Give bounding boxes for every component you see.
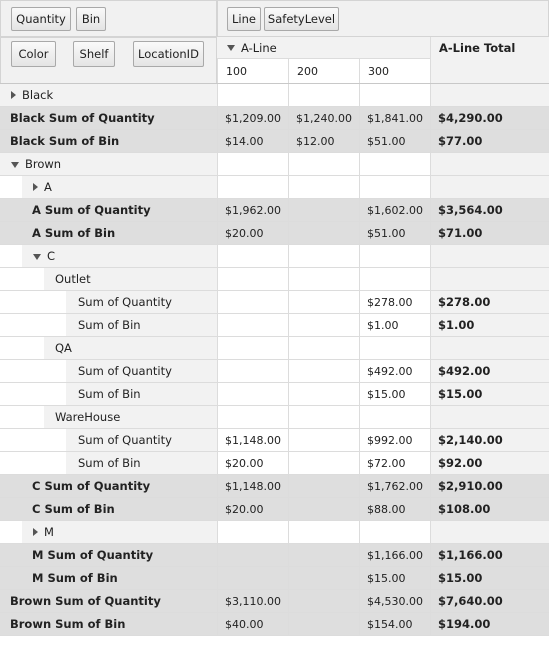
cell-total [430, 406, 549, 428]
cell-200 [288, 153, 359, 175]
cell-200 [288, 360, 359, 382]
row-label: Brown Sum of Quantity [10, 594, 161, 608]
cell-200 [288, 406, 359, 428]
cell-300: $15.00 [359, 567, 430, 589]
row-label: A [44, 180, 52, 194]
cell-300: $4,530.00 [359, 590, 430, 612]
column-group-header[interactable] [217, 37, 430, 59]
field-chip-line[interactable]: Line [227, 7, 261, 31]
cell-300: $1.00 [359, 314, 430, 336]
row-label: M [44, 525, 54, 539]
table-row [0, 245, 549, 268]
cell-300 [359, 406, 430, 428]
cell-100: $1,148.00 [217, 429, 288, 451]
row-label: C Sum of Quantity [32, 479, 151, 493]
cell-200 [288, 452, 359, 474]
expand-right-icon[interactable] [11, 91, 16, 99]
row-header [22, 475, 217, 497]
cell-total [430, 176, 549, 198]
cell-total [430, 153, 549, 175]
cell-100: $1,209.00 [217, 107, 288, 129]
cell-100 [217, 268, 288, 290]
cell-100 [217, 153, 288, 175]
cell-total [430, 84, 549, 106]
cell-100: $1,148.00 [217, 475, 288, 497]
cell-200 [288, 590, 359, 612]
row-header [0, 613, 217, 635]
cell-200 [288, 291, 359, 313]
row-label: Sum of Bin [78, 387, 141, 401]
cell-300 [359, 337, 430, 359]
row-header [22, 567, 217, 589]
cell-200 [288, 498, 359, 520]
table-row [0, 360, 549, 383]
cell-100 [217, 314, 288, 336]
cell-total: $2,140.00 [430, 429, 549, 451]
table-row [0, 613, 549, 636]
row-header [0, 590, 217, 612]
cell-300: $1,166.00 [359, 544, 430, 566]
table-row [0, 222, 549, 245]
cell-100 [217, 360, 288, 382]
cell-total: $71.00 [430, 222, 549, 244]
row-label: Brown [25, 157, 62, 171]
row-label: Sum of Quantity [78, 364, 172, 378]
table-row [0, 153, 549, 176]
cell-total: $3,564.00 [430, 199, 549, 221]
table-row [0, 406, 549, 429]
field-chip-shelf[interactable]: Shelf [73, 41, 115, 67]
cell-total [430, 521, 549, 543]
cell-300: $15.00 [359, 383, 430, 405]
table-row [0, 452, 549, 475]
cell-total: $278.00 [430, 291, 549, 313]
cell-200: $12.00 [288, 130, 359, 152]
row-header[interactable] [22, 521, 217, 543]
table-row [0, 567, 549, 590]
cell-total: $194.00 [430, 613, 549, 635]
cell-200 [288, 245, 359, 267]
row-header [66, 360, 217, 382]
cell-100: $40.00 [217, 613, 288, 635]
cell-200 [288, 429, 359, 451]
cell-total [430, 268, 549, 290]
cell-total [430, 245, 549, 267]
cell-100 [217, 176, 288, 198]
cell-200 [288, 84, 359, 106]
cell-100: $3,110.00 [217, 590, 288, 612]
row-header [22, 544, 217, 566]
table-row [0, 429, 549, 452]
cell-100 [217, 406, 288, 428]
row-header[interactable] [44, 337, 217, 359]
cell-total: $1.00 [430, 314, 549, 336]
cell-300 [359, 268, 430, 290]
field-chip-color[interactable]: Color [11, 41, 56, 67]
cell-100: $20.00 [217, 498, 288, 520]
cell-100 [217, 84, 288, 106]
cell-200 [288, 199, 359, 221]
cell-total [430, 337, 549, 359]
field-chip-locationid[interactable]: LocationID [133, 41, 204, 67]
row-header [66, 429, 217, 451]
row-header[interactable] [0, 153, 217, 175]
row-label: C Sum of Bin [32, 502, 115, 516]
field-chip-safetylevel[interactable]: SafetyLevel [264, 7, 339, 31]
table-row [0, 176, 549, 199]
cell-200 [288, 544, 359, 566]
cell-300: $1,762.00 [359, 475, 430, 497]
row-label: Sum of Quantity [78, 433, 172, 447]
cell-200 [288, 176, 359, 198]
cell-300 [359, 521, 430, 543]
cell-total: $108.00 [430, 498, 549, 520]
cell-total: $15.00 [430, 567, 549, 589]
expand-right-icon[interactable] [33, 183, 38, 191]
table-row [0, 383, 549, 406]
table-row [0, 291, 549, 314]
cell-100 [217, 544, 288, 566]
row-header [22, 222, 217, 244]
cell-200 [288, 383, 359, 405]
cell-200 [288, 613, 359, 635]
row-header[interactable] [44, 268, 217, 290]
cell-total: $2,910.00 [430, 475, 549, 497]
row-header [66, 383, 217, 405]
table-row [0, 107, 549, 130]
cell-300 [359, 84, 430, 106]
row-header[interactable] [44, 406, 217, 428]
row-label: Sum of Bin [78, 456, 141, 470]
expand-down-icon[interactable] [11, 162, 19, 168]
cell-total: $92.00 [430, 452, 549, 474]
column-header-300: 300 [359, 59, 430, 84]
cell-100: $20.00 [217, 452, 288, 474]
cell-100 [217, 521, 288, 543]
table-row [0, 84, 549, 107]
table-row [0, 337, 549, 360]
column-header-100: 100 [217, 59, 288, 84]
cell-300: $88.00 [359, 498, 430, 520]
row-label: Black Sum of Bin [10, 134, 120, 148]
table-row [0, 498, 549, 521]
cell-300: $1,841.00 [359, 107, 430, 129]
expand-down-icon[interactable] [227, 45, 235, 51]
cell-300: $51.00 [359, 222, 430, 244]
cell-total: $4,290.00 [430, 107, 549, 129]
row-header[interactable] [0, 84, 217, 106]
table-row [0, 544, 549, 567]
row-header [22, 498, 217, 520]
cell-100: $20.00 [217, 222, 288, 244]
column-group-label: A-Line [241, 40, 277, 55]
cell-300: $992.00 [359, 429, 430, 451]
cell-300 [359, 153, 430, 175]
row-header [66, 452, 217, 474]
row-label: Outlet [55, 272, 91, 286]
row-label: A Sum of Quantity [32, 203, 151, 217]
cell-total: $15.00 [430, 383, 549, 405]
cell-200 [288, 521, 359, 543]
table-row [0, 590, 549, 613]
cell-total: $77.00 [430, 130, 549, 152]
cell-100 [217, 383, 288, 405]
column-header-200: 200 [288, 59, 359, 84]
cell-300: $72.00 [359, 452, 430, 474]
cell-200 [288, 337, 359, 359]
cell-total: $1,166.00 [430, 544, 549, 566]
row-label: A Sum of Bin [32, 226, 116, 240]
cell-100 [217, 245, 288, 267]
row-label: Brown Sum of Bin [10, 617, 126, 631]
cell-total: $492.00 [430, 360, 549, 382]
row-header [66, 314, 217, 336]
cell-200 [288, 475, 359, 497]
row-label: Sum of Quantity [78, 295, 172, 309]
cell-300: $492.00 [359, 360, 430, 382]
field-chip-bin[interactable]: Bin [76, 7, 106, 31]
cell-300: $154.00 [359, 613, 430, 635]
cell-100 [217, 291, 288, 313]
table-row [0, 314, 549, 337]
row-label: C [47, 249, 56, 263]
row-header [0, 130, 217, 152]
table-row [0, 268, 549, 291]
cell-100 [217, 567, 288, 589]
cell-200 [288, 314, 359, 336]
table-row [0, 521, 549, 544]
table-row [0, 475, 549, 498]
cell-300: $278.00 [359, 291, 430, 313]
cell-200 [288, 567, 359, 589]
cell-300: $1,602.00 [359, 199, 430, 221]
row-header[interactable] [22, 245, 217, 267]
cell-100: $1,962.00 [217, 199, 288, 221]
column-total-header: A-Line Total [430, 37, 549, 84]
cell-total: $7,640.00 [430, 590, 549, 612]
cell-200 [288, 222, 359, 244]
cell-300 [359, 245, 430, 267]
expand-right-icon[interactable] [33, 528, 38, 536]
row-label: WareHouse [55, 410, 121, 424]
cell-300: $51.00 [359, 130, 430, 152]
table-row [0, 130, 549, 153]
expand-down-icon[interactable] [33, 254, 41, 260]
field-chip-quantity[interactable]: Quantity [11, 7, 71, 31]
table-row [0, 199, 549, 222]
cell-100: $14.00 [217, 130, 288, 152]
cell-200 [288, 268, 359, 290]
cell-300 [359, 176, 430, 198]
cell-100 [217, 337, 288, 359]
row-label: Sum of Bin [78, 318, 141, 332]
row-label: Black Sum of Quantity [10, 111, 155, 125]
row-label: Black [22, 88, 54, 102]
row-label: QA [55, 341, 72, 355]
row-header[interactable] [22, 176, 217, 198]
row-header [66, 291, 217, 313]
row-label: M Sum of Quantity [32, 548, 154, 562]
row-header [22, 199, 217, 221]
row-label: M Sum of Bin [32, 571, 118, 585]
row-header [0, 107, 217, 129]
cell-200: $1,240.00 [288, 107, 359, 129]
